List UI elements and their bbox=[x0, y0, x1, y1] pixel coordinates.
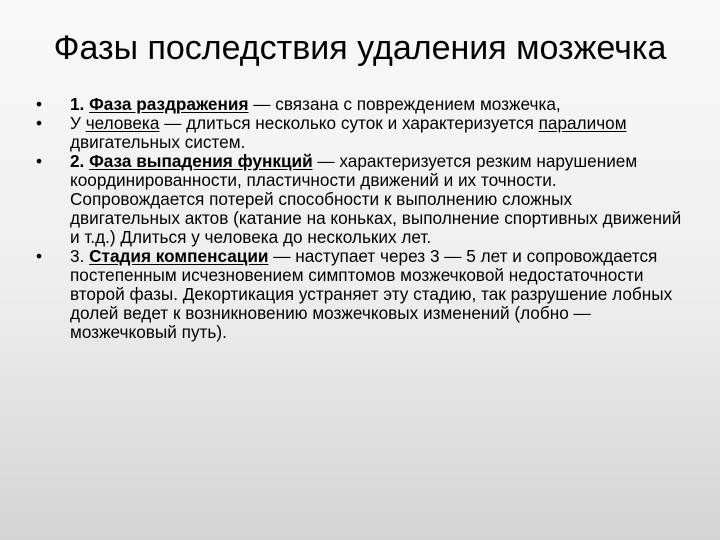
item-text: — связана с повреждением мозжечка, bbox=[248, 94, 561, 114]
list-item-phase-3 bbox=[36, 247, 686, 342]
item-suffix: двигательных систем. bbox=[70, 132, 246, 152]
item-text: — длиться несколько суток и характеризуется bbox=[159, 113, 539, 133]
underlined-word: параличом bbox=[538, 113, 627, 133]
bullet-icon: • bbox=[36, 94, 43, 114]
bullet-icon: • bbox=[36, 246, 43, 266]
list-item-human-duration bbox=[36, 114, 686, 152]
list-item-phase-2 bbox=[36, 152, 686, 247]
item-number: 3. bbox=[70, 246, 90, 266]
item-number: 2. bbox=[70, 151, 90, 171]
phase-term: Фаза выпадения функций bbox=[89, 151, 313, 171]
bullet-icon: • bbox=[36, 113, 43, 133]
bullet-list bbox=[36, 95, 686, 342]
list-item-phase-1 bbox=[36, 95, 686, 114]
item-prefix: У bbox=[70, 113, 86, 133]
item-text: — характеризуется резким нарушением координированности, пластичности движений и их точности. Сопровождается потерей способности к выполнению сложных двигательных актов (катание на коньках, выполнение спортивных движений и т.д.) Длиться у человека до нескольких лет. bbox=[70, 151, 682, 247]
phase-term: Фаза раздражения bbox=[89, 94, 249, 114]
item-number: 1. bbox=[70, 94, 90, 114]
phase-term: Стадия компенсации bbox=[89, 246, 269, 266]
bullet-icon: • bbox=[36, 151, 43, 171]
slide-title: Фазы последствия удаления мозжечка bbox=[53, 29, 667, 67]
underlined-word: человека bbox=[85, 113, 160, 133]
item-text: — наступает через 3 — 5 лет и сопровождается постепенным исчезновением симптомов мозжечковой недостаточности второй фазы. Декортикация устраняет эту стадию, так разрушение лобных долей ведет к возникновению мозжечковых изменений (лобно — мозжечковый путь). bbox=[70, 246, 673, 342]
